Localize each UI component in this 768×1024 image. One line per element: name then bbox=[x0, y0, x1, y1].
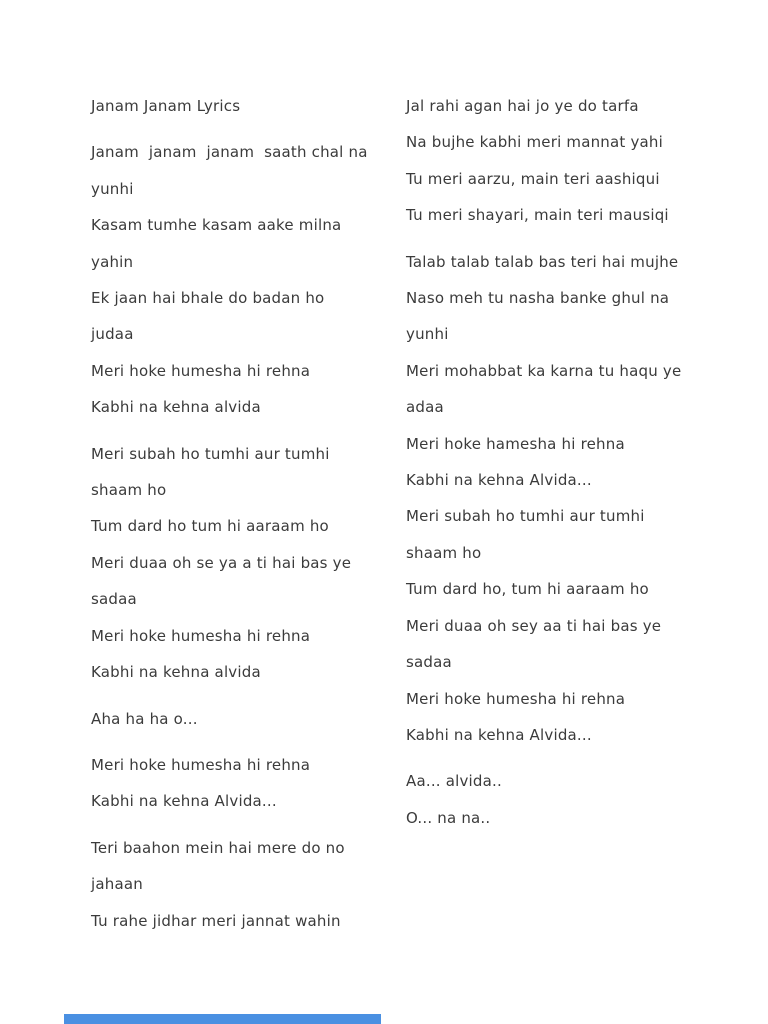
lyrics-left-container bbox=[91, 134, 397, 939]
lyric-line: Aa... alvida.. bbox=[406, 772, 502, 791]
page-title: Janam Janam Lyrics bbox=[91, 97, 241, 115]
lyric-line: O... na na.. bbox=[406, 808, 491, 827]
selection-highlight-bar bbox=[64, 1014, 381, 1024]
lyric-line: Janam janam janam saath chal na bbox=[91, 143, 368, 162]
lyrics-column-right bbox=[406, 88, 728, 846]
lyric-line: yunhi bbox=[91, 179, 134, 198]
lyric-stanza bbox=[91, 830, 397, 939]
lyric-line: Tu rahe jidhar meri jannat wahin bbox=[91, 911, 341, 930]
lyric-stanza bbox=[91, 436, 397, 691]
lyric-line: Meri duaa oh se ya a ti hai bas ye bbox=[91, 553, 352, 572]
lyric-line: Meri hoke humesha hi rehna bbox=[406, 689, 626, 708]
lyric-line: Kasam tumhe kasam aake milna bbox=[91, 216, 342, 235]
lyric-line: judaa bbox=[91, 325, 134, 344]
lyric-line: Jal rahi agan hai jo ye do tarfa bbox=[406, 97, 639, 115]
lyric-line: adaa bbox=[406, 398, 444, 417]
lyric-line: Ek jaan hai bhale do badan ho bbox=[91, 289, 325, 308]
lyric-line: Aha ha ha o... bbox=[91, 709, 198, 728]
lyric-stanza bbox=[406, 763, 728, 836]
lyric-line: yahin bbox=[91, 252, 134, 271]
lyric-stanza bbox=[91, 701, 397, 737]
lyric-line: Meri subah ho tumhi aur tumhi bbox=[91, 444, 330, 463]
lyric-line: shaam ho bbox=[406, 543, 482, 562]
lyric-line: Tu meri aarzu, main teri aashiqui bbox=[406, 169, 660, 188]
lyrics-right-container bbox=[406, 88, 728, 836]
lyric-line: Meri hoke humesha hi rehna bbox=[91, 626, 311, 645]
lyric-line: Meri hoke humesha hi rehna bbox=[91, 755, 311, 774]
lyric-line: yunhi bbox=[406, 325, 449, 344]
lyric-line: Kabhi na kehna alvida bbox=[91, 663, 261, 682]
lyric-line: Na bujhe kabhi meri mannat yahi bbox=[406, 133, 664, 152]
lyric-line: Teri baahon mein hai mere do no bbox=[91, 838, 345, 857]
lyric-line: Tum dard ho tum hi aaraam ho bbox=[91, 517, 329, 536]
lyric-line: Tu meri shayari, main teri mausiqi bbox=[406, 206, 669, 225]
lyric-line: Meri mohabbat ka karna tu haqu ye bbox=[406, 361, 682, 380]
lyric-line: Meri hoke hamesha hi rehna bbox=[406, 434, 625, 453]
lyric-line: Meri subah ho tumhi aur tumhi bbox=[406, 507, 645, 526]
lyric-line: Kabhi na kehna Alvida... bbox=[406, 725, 592, 744]
lyric-line: Kabhi na kehna Alvida... bbox=[91, 792, 277, 811]
lyric-line: Meri duaa oh sey aa ti hai bas ye bbox=[406, 616, 662, 635]
lyric-stanza bbox=[91, 134, 397, 425]
lyric-line: Naso meh tu nasha banke ghul na bbox=[406, 289, 670, 308]
lyric-line: Talab talab talab bas teri hai mujhe bbox=[406, 252, 679, 271]
lyric-stanza bbox=[91, 747, 397, 820]
lyric-line: sadaa bbox=[406, 653, 452, 672]
lyric-line: Kabhi na kehna Alvida... bbox=[406, 471, 592, 490]
lyric-line: Meri hoke humesha hi rehna bbox=[91, 361, 311, 380]
lyric-line: Tum dard ho, tum hi aaraam ho bbox=[406, 580, 649, 599]
lyric-line: jahaan bbox=[91, 875, 143, 894]
lyrics-column-left bbox=[91, 88, 397, 949]
lyric-line: shaam ho bbox=[91, 481, 167, 500]
lyric-stanza bbox=[406, 244, 728, 754]
lyric-line: sadaa bbox=[91, 590, 137, 609]
lyric-line: Kabhi na kehna alvida bbox=[91, 398, 261, 417]
lyric-stanza bbox=[406, 88, 728, 234]
title-block bbox=[91, 88, 397, 124]
